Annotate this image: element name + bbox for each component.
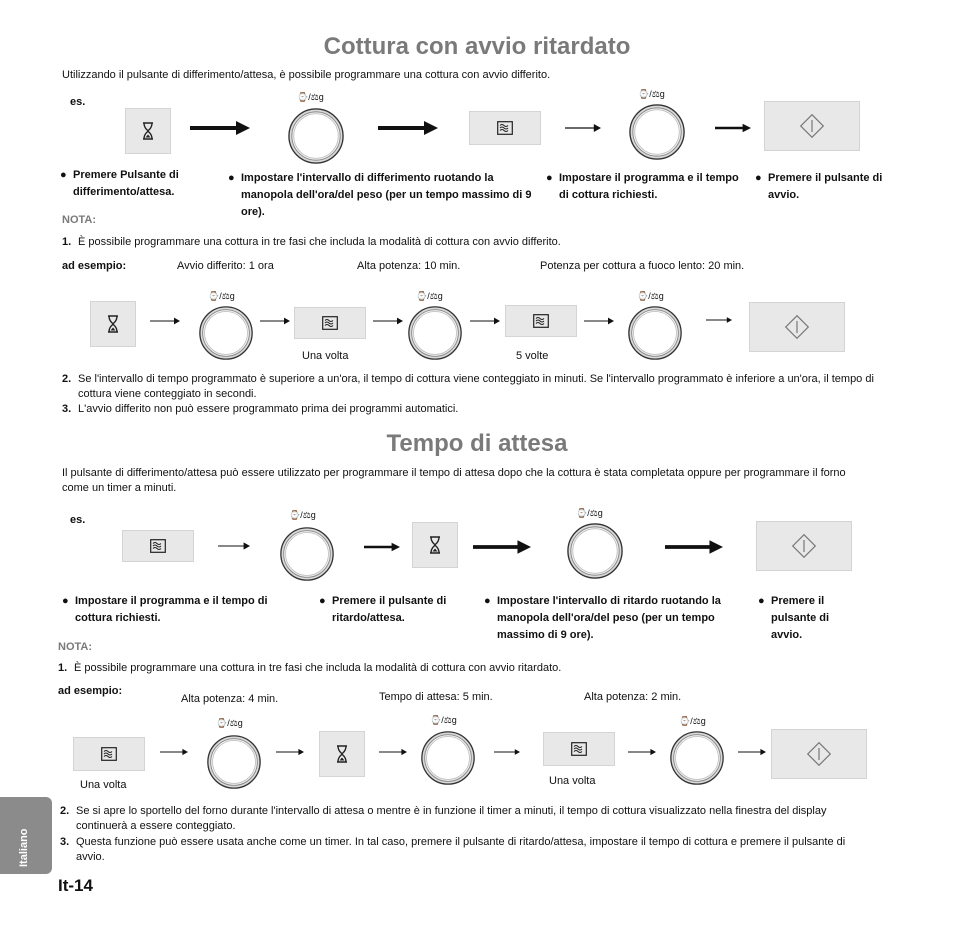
time-weight-dial-icon <box>566 522 624 580</box>
step-item: ● Impostare l'intervallo di ritardo ruotando la manopola dell'ora/del peso (per un tempo massimo di 9 ore). <box>484 595 721 641</box>
start-diamond-icon <box>806 741 832 767</box>
language-side-tab <box>0 797 52 874</box>
language-label: Italiano <box>18 828 30 867</box>
dial-label: ⌚/⚖g <box>679 716 706 726</box>
time-weight-dial[interactable] <box>566 522 624 580</box>
arrow-icon <box>628 747 656 757</box>
hourglass-icon <box>141 122 155 140</box>
dial-label: ⌚/⚖g <box>216 718 243 728</box>
microwave-power-icon <box>533 314 549 328</box>
arrow-icon <box>494 747 520 757</box>
section1-example-label: es. <box>70 96 86 108</box>
time-weight-dial-icon <box>627 305 683 361</box>
time-weight-dial-icon <box>206 734 262 790</box>
page-number: It-14 <box>58 876 93 895</box>
start-diamond-icon <box>791 533 817 559</box>
time-weight-dial[interactable] <box>627 305 683 361</box>
power-button[interactable] <box>505 305 577 337</box>
section2-intro: Il pulsante di differimento/attesa può essere utilizzato per programmare il tempo di attesa dopo che la cottura è stata completata oppure per programmare il forno come un timer a minuti. <box>62 467 846 494</box>
arrow-icon <box>276 747 304 757</box>
note-item: 1. È possibile programmare una cottura in tre fasi che includa la modalità di cottura con avvio differito. <box>62 236 561 248</box>
note-item: 2. Se si apre lo sportello del forno durante l'intervallo di attesa o mentre è in funzione il timer a minuti, il tempo di cottura visualizzato nella finestra del display continuerà a essere conteggiato. <box>60 805 827 832</box>
arrow-icon <box>378 121 438 135</box>
time-weight-dial[interactable] <box>669 730 725 786</box>
microwave-power-icon <box>497 121 513 135</box>
time-weight-dial-icon <box>198 305 254 361</box>
arrow-icon <box>473 540 531 554</box>
arrow-icon <box>715 121 751 135</box>
note-item: 3. L'avvio differito non può essere programmato prima dei programmi automatici. <box>62 403 459 415</box>
power-button[interactable] <box>73 737 145 771</box>
delay-button[interactable] <box>412 522 458 568</box>
dial-label: ⌚/⚖g <box>289 510 316 520</box>
hourglass-icon <box>428 536 442 554</box>
delay-button[interactable] <box>125 108 171 154</box>
start-button[interactable] <box>764 101 860 151</box>
dial-label: ⌚/⚖g <box>576 508 603 518</box>
arrow-icon <box>565 123 601 133</box>
example-header: Tempo di attesa: 5 min. <box>379 691 493 703</box>
start-button[interactable] <box>771 729 867 779</box>
arrow-icon <box>470 316 500 326</box>
example-caption: 5 volte <box>516 350 549 362</box>
step-item: ● Premere il pulsante di avvio. <box>755 172 883 201</box>
example-header: Alta potenza: 10 min. <box>357 260 461 272</box>
example-header: Alta potenza: 2 min. <box>584 691 682 703</box>
dial-label: ⌚/⚖g <box>637 291 664 301</box>
step-item: ● Impostare il programma e il tempo di cottura richiesti. <box>62 595 268 624</box>
step-item: ● Impostare l'intervallo di differimento ruotando la manopola dell'ora/del peso (per un tempo massimo di 9 ore). <box>228 172 532 218</box>
microwave-power-icon <box>101 747 117 761</box>
arrow-icon <box>150 316 180 326</box>
arrow-icon <box>379 747 407 757</box>
step-item: ● Premere il pulsante di ritardo/attesa. <box>319 595 447 624</box>
dial-label: ⌚/⚖g <box>430 715 457 725</box>
arrow-icon <box>190 121 250 135</box>
section1-intro: Utilizzando il pulsante di differimento/attesa, è possibile programmare una cottura con avvio differito. <box>62 69 551 81</box>
section2-title: Tempo di attesa <box>386 430 568 457</box>
power-button[interactable] <box>469 111 541 145</box>
time-weight-dial[interactable] <box>407 305 463 361</box>
example-header: Potenza per cottura a fuoco lento: 20 min. <box>540 260 745 272</box>
delay-button[interactable] <box>319 731 365 777</box>
time-weight-dial[interactable] <box>206 734 262 790</box>
hourglass-icon <box>106 315 120 333</box>
arrow-icon <box>218 541 250 551</box>
ad-esempio-label: ad esempio: <box>62 260 127 272</box>
note-item: 3. Questa funzione può essere usata anche come un timer. In tal caso, premere il pulsante di ritardo/attesa, impostare il tempo di cottura e premere il pulsante di avvio. <box>60 836 846 863</box>
arrow-icon <box>738 747 766 757</box>
arrow-icon <box>373 316 403 326</box>
microwave-power-icon <box>150 539 166 553</box>
start-button[interactable] <box>749 302 845 352</box>
arrow-icon <box>260 316 290 326</box>
section2-example-label: es. <box>70 514 86 526</box>
time-weight-dial[interactable] <box>287 107 345 165</box>
nota-label: NOTA: <box>58 641 93 653</box>
time-weight-dial-icon <box>669 730 725 786</box>
arrow-icon <box>364 540 400 554</box>
example-caption: Una volta <box>302 350 349 362</box>
microwave-power-icon <box>322 316 338 330</box>
start-diamond-icon <box>799 113 825 139</box>
step-item: ● Premere il pulsante di avvio. <box>758 595 830 641</box>
note-item: 2. Se l'intervallo di tempo programmato è superiore a un'ora, il tempo di cottura viene conteggiato in minuti. Se l'intervallo programmato è inferiore a un'ora, il tempo di cottura viene conteggiato in secondi. <box>62 373 874 400</box>
section1-title: Cottura con avvio ritardato <box>323 33 631 60</box>
arrow-icon <box>584 316 614 326</box>
example-caption: Una volta <box>549 775 596 787</box>
time-weight-dial-icon <box>407 305 463 361</box>
start-button[interactable] <box>756 521 852 571</box>
power-button[interactable] <box>122 530 194 562</box>
time-weight-dial-icon <box>287 107 345 165</box>
step-item: ● Impostare il programma e il tempo di cottura richiesti. <box>546 172 739 201</box>
dial-label: ⌚/⚖g <box>416 291 443 301</box>
nota-label: NOTA: <box>62 214 97 226</box>
power-button[interactable] <box>294 307 366 339</box>
microwave-power-icon <box>571 742 587 756</box>
arrow-icon <box>665 540 723 554</box>
example-header: Alta potenza: 4 min. <box>181 693 279 705</box>
time-weight-dial[interactable] <box>420 730 476 786</box>
arrow-icon <box>706 315 732 325</box>
time-weight-dial-icon <box>628 103 686 161</box>
delay-button[interactable] <box>90 301 136 347</box>
time-weight-dial-icon <box>420 730 476 786</box>
dial-label: ⌚/⚖g <box>208 291 235 301</box>
arrow-icon <box>160 747 188 757</box>
time-weight-dial[interactable] <box>198 305 254 361</box>
power-button[interactable] <box>543 732 615 766</box>
time-weight-dial-icon <box>279 526 335 582</box>
example-caption: Una volta <box>80 779 127 791</box>
time-weight-dial[interactable] <box>628 103 686 161</box>
dial-label: ⌚/⚖g <box>638 89 665 99</box>
note-item: 1. È possibile programmare una cottura in tre fasi che includa la modalità di cottura con avvio ritardato. <box>58 662 562 674</box>
example-header: Avvio differito: 1 ora <box>177 260 274 272</box>
time-weight-dial[interactable] <box>279 526 335 582</box>
dial-label: ⌚/⚖g <box>297 92 324 102</box>
hourglass-icon <box>335 745 349 763</box>
start-diamond-icon <box>784 314 810 340</box>
ad-esempio-label: ad esempio: <box>58 685 123 697</box>
step-item: ● Premere Pulsante di differimento/attesa. <box>60 169 179 198</box>
